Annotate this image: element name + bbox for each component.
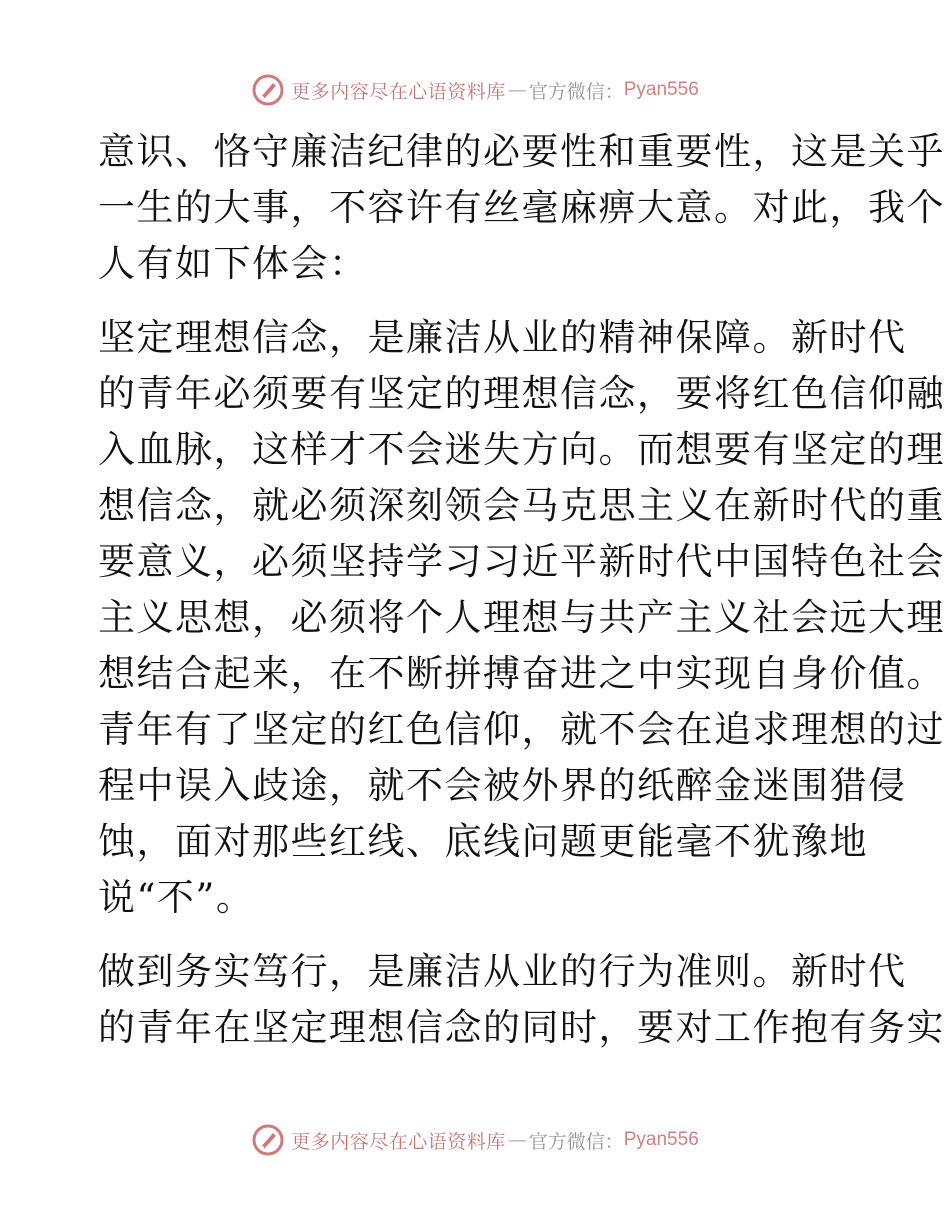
watermark-site-text: 更多内容尽在心语资料库 (291, 80, 506, 103)
paragraph-ideals (98, 310, 945, 926)
text-line: 青年有了坚定的红色信仰，就不会在追求理想的过 (98, 708, 945, 751)
watermark-wechat-label: 官方微信： (528, 80, 624, 103)
text-line: 程中误入歧途，就不会被外界的纸醉金迷围猎侵 (98, 764, 907, 807)
header-watermark (0, 70, 950, 110)
watermark-wechat-id: Pyan556 (623, 79, 699, 100)
text-line: 一生的大事，不容许有丝毫麻痹大意。对此，我个 (98, 186, 945, 229)
watermark-dash: — (507, 79, 527, 101)
text-line: 蚀，面对那些红线、底线问题更能毫不犹豫地 (98, 820, 868, 863)
watermark-wechat-label: 官方微信： (528, 1130, 624, 1153)
text-line: 想信念，就必须深刻领会马克思主义在新时代的重 (98, 484, 945, 527)
watermark-dash: — (507, 1129, 527, 1151)
pen-nib-logo-icon (251, 73, 285, 107)
text-line: 做到务实笃行，是廉洁从业的行为准则。新时代 (98, 950, 907, 993)
text-line: 意识、恪守廉洁纪律的必要性和重要性，这是关乎 (98, 130, 945, 173)
text-line: 的青年必须要有坚定的理想信念，要将红色信仰融 (98, 372, 945, 415)
pen-nib-logo-icon (251, 1123, 285, 1157)
text-line: 主义思想，必须将个人理想与共产主义社会远大理 (98, 596, 945, 639)
text-line: 坚定理想信念，是廉洁从业的精神保障。新时代 (98, 316, 907, 359)
text-line: 想结合起来，在不断拼搏奋进之中实现自身价值。 (98, 652, 945, 695)
text-line: 说“不”。 (98, 876, 255, 919)
paragraph-intro (98, 124, 945, 292)
watermark-wechat-id: Pyan556 (623, 1129, 699, 1150)
text-line: 人有如下体会： (98, 242, 368, 285)
watermark-site-text: 更多内容尽在心语资料库 (291, 1130, 506, 1153)
text-line: 的青年在坚定理想信念的同时，要对工作抱有务实 (98, 1006, 945, 1049)
paragraph-practice (98, 944, 945, 1056)
footer-watermark (0, 1120, 950, 1160)
text-line: 入血脉，这样才不会迷失方向。而想要有坚定的理 (98, 428, 945, 471)
text-line: 要意义，必须坚持学习习近平新时代中国特色社会 (98, 540, 945, 583)
document-body (98, 124, 945, 1056)
